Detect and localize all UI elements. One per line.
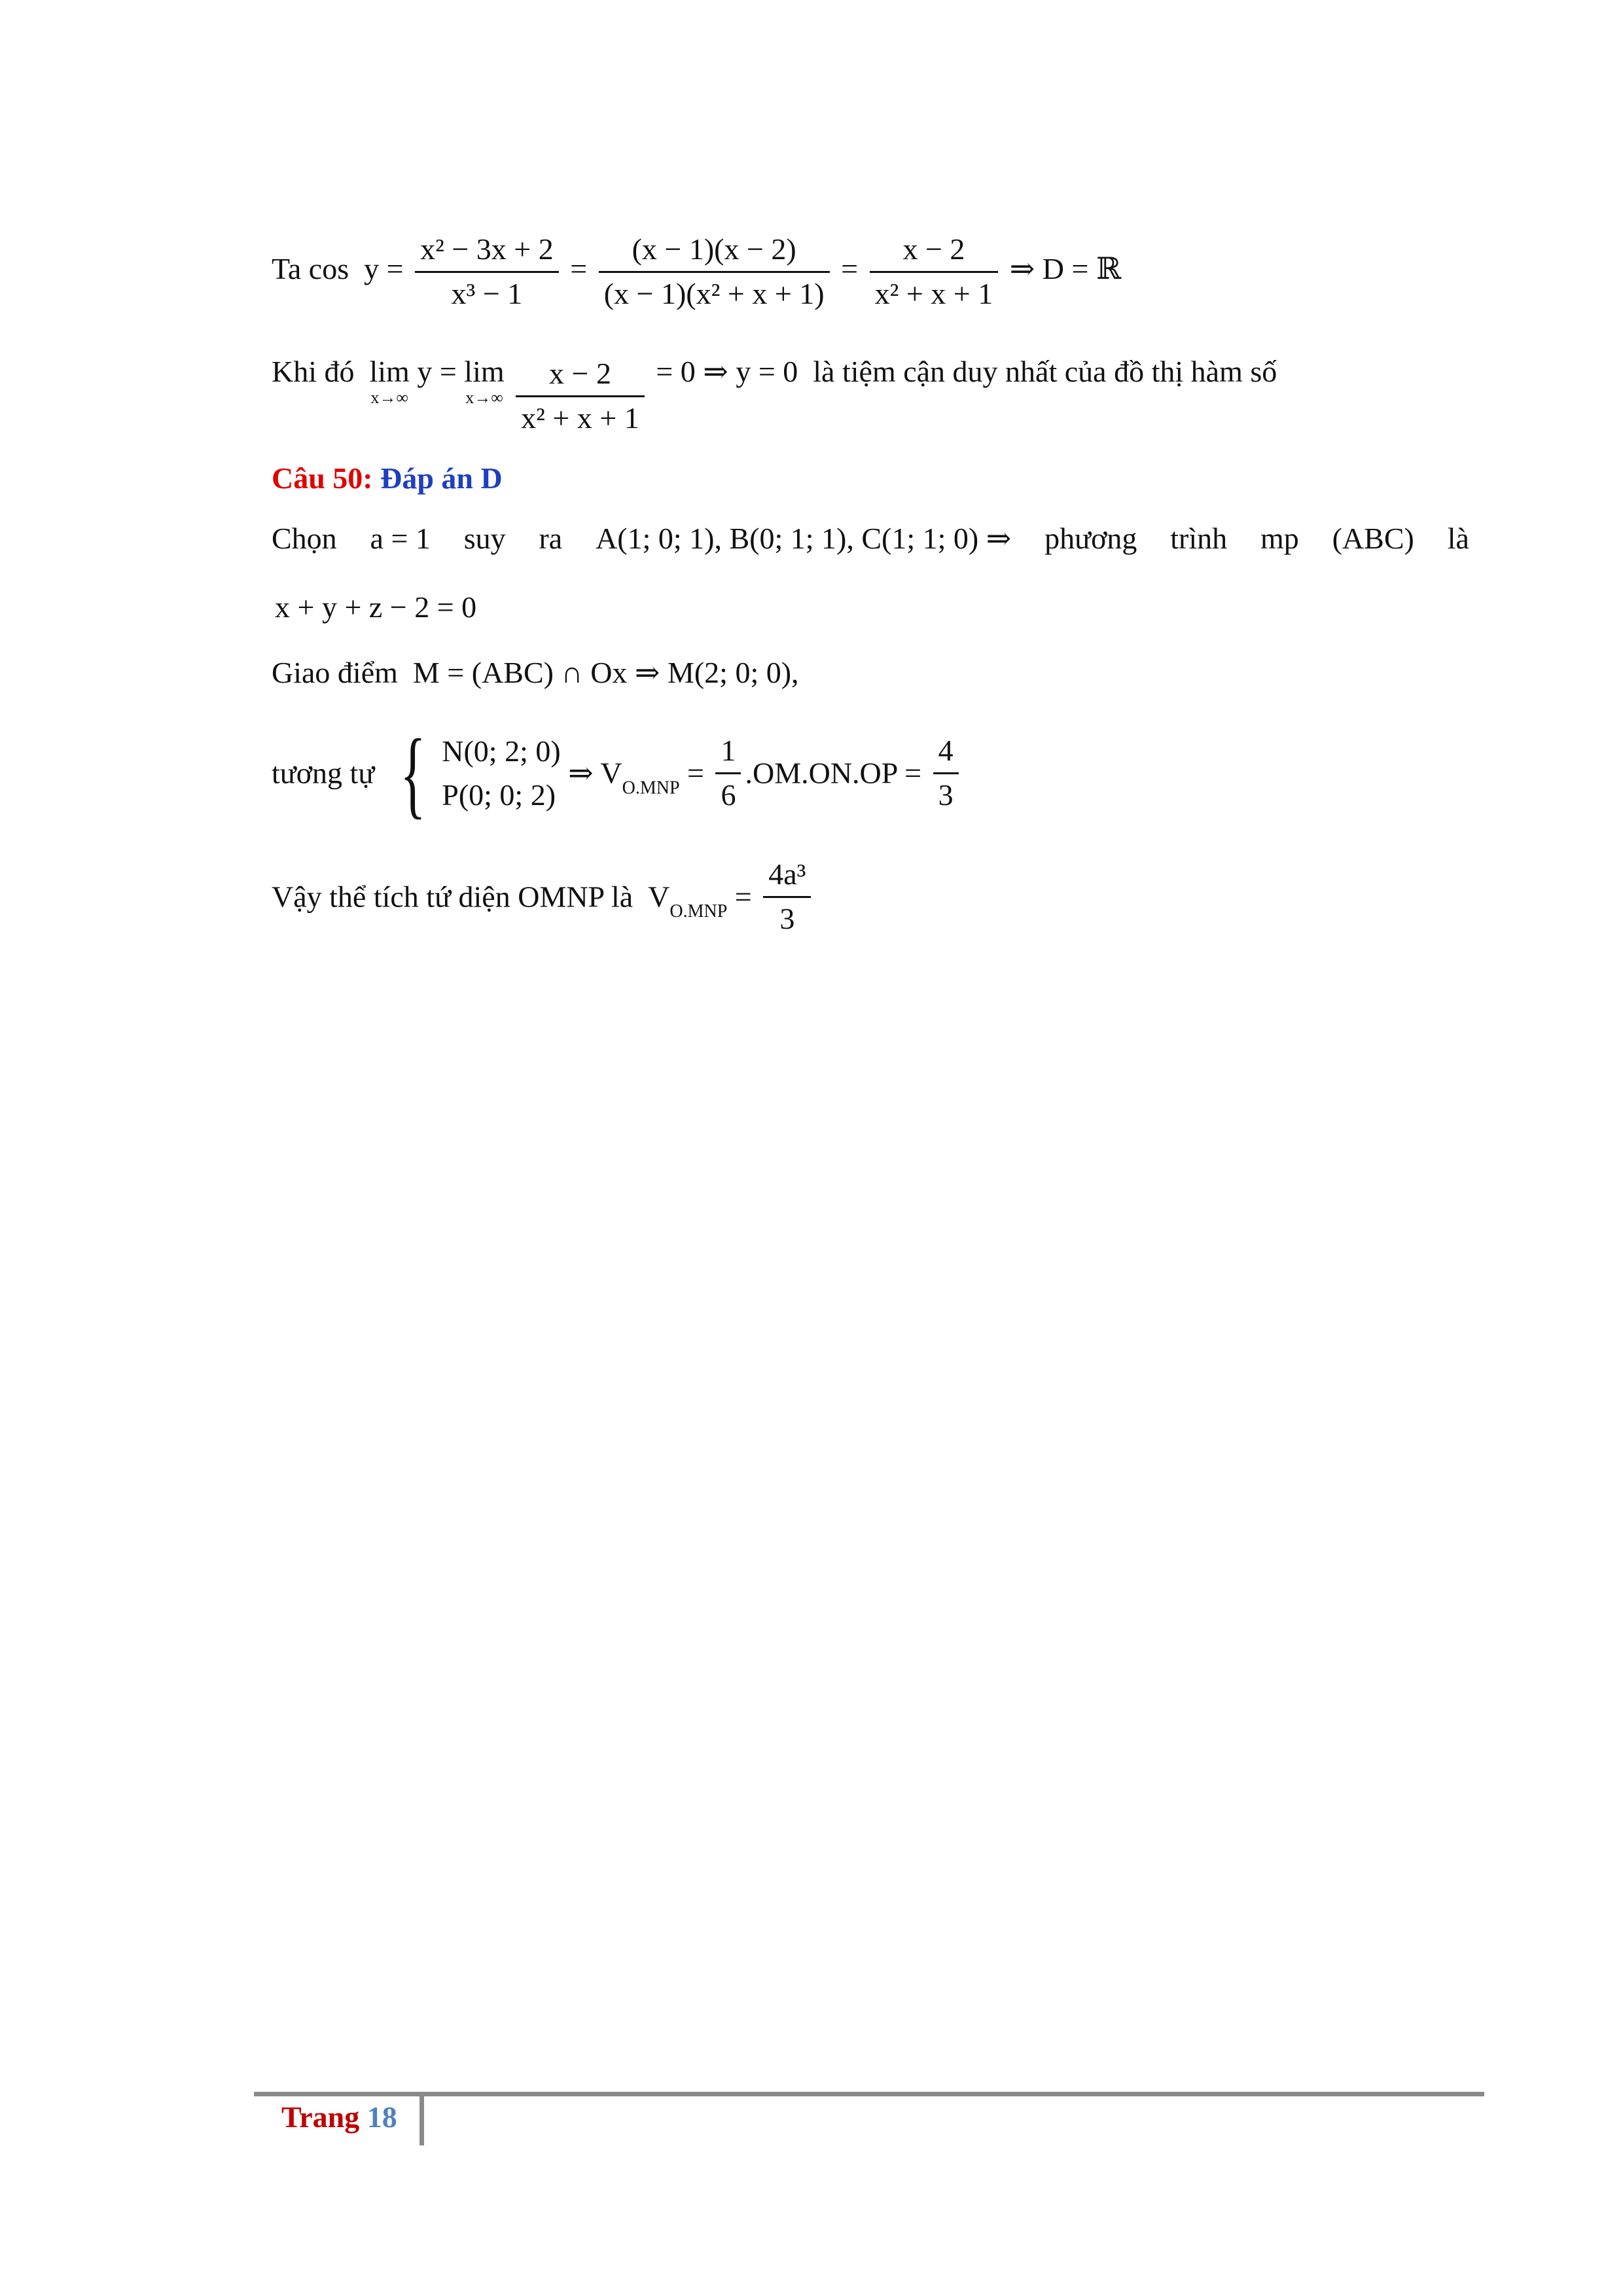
point-n: N(0; 2; 0) [442,734,561,768]
intersection-line [272,658,799,688]
equals-sign: = [570,251,588,285]
y-equals: y = [364,251,404,285]
fraction-1-denominator: x³ − 1 [451,276,523,310]
footer-rule [254,2092,1484,2096]
intersection-math: M = (ABC) ∩ Ox ⇒ M(2; 0; 0), [412,656,799,689]
word-phuong: phương [1044,522,1137,555]
page-label: Trang [281,2100,360,2134]
point-system [442,730,560,817]
one-sixth-denominator: 6 [721,778,736,812]
asymptote-text: là tiệm cận duy nhất của đồ thị hàm số [813,355,1277,388]
limit-1 [370,357,410,406]
points-abc: A(1; 0; 1), B(0; 1; 1), C(1; 1; 0) ⇒ [596,522,1012,555]
equation-line-1 [272,232,1121,312]
one-sixth-numerator: 1 [715,734,741,774]
four-thirds-numerator: 4 [933,734,959,774]
limit-fraction-numerator: x − 2 [516,357,645,397]
ta-cos-label: Ta cos [272,251,349,285]
volume-product: .OM.ON.OP = [745,756,922,790]
tuong-tu-label: tương tự [272,756,375,790]
system-brace: { [400,719,427,828]
four-thirds-denominator: 3 [938,778,954,812]
domain-conclusion: ⇒ D = ℝ [1009,251,1122,285]
volume-subscript: O.MNP [669,901,728,922]
fraction-2 [599,232,830,312]
limit-fraction [516,357,645,436]
point-p: P(0; 0; 2) [442,778,556,812]
conclusion-line [272,857,815,937]
volume-subscript: O.MNP [622,778,680,798]
a-equals-1: a = 1 [370,522,431,555]
question-header [272,463,503,493]
limit-line [272,357,1277,436]
volume-fraction [763,857,811,937]
footer-divider [419,2092,424,2145]
conclusion-text: Vậy thể tích tứ diện OMNP là [272,880,633,914]
giao-diem-label: Giao điểm [272,656,398,689]
equals-sign: = [734,880,752,914]
choose-a-line [272,524,1469,554]
equals-sign: = [841,251,859,285]
fraction-3-numerator: x − 2 [870,232,999,273]
page-number: 18 [366,2100,397,2134]
limit-fraction-denominator: x² + x + 1 [521,401,639,435]
word-trinh: trình [1170,522,1228,555]
fraction-1-numerator: x² − 3x + 2 [415,232,559,273]
four-thirds [933,734,959,813]
plane-equation-text: x + y + z − 2 = 0 [275,590,477,624]
limit-2 [464,357,504,406]
fraction-3 [870,232,999,312]
volume-arrow: ⇒ V [568,756,622,790]
question-answer: Đáp án D [380,461,503,495]
khi-do-label: Khi đó [272,355,355,388]
volume-fraction-denominator: 3 [779,901,795,935]
limit-2-subscript: x→∞ [465,388,503,407]
word-mp: mp [1260,522,1299,555]
limit-1-subscript: x→∞ [370,388,408,407]
word-abc: (ABC) [1332,522,1414,555]
volume-fraction-numerator: 4a³ [763,857,811,898]
limit-result: = 0 ⇒ y = 0 [656,355,798,388]
limit-2-text: lim [464,355,505,388]
plane-equation [275,592,476,622]
limit-mid: y = [417,355,465,388]
word-chon: Chọn [272,522,337,555]
one-sixth [715,734,741,813]
word-ra: ra [539,522,563,555]
volume-v: V [648,880,670,914]
word-suy: suy [463,522,506,555]
fraction-3-denominator: x² + x + 1 [874,276,993,310]
question-number: Câu 50: [272,461,373,495]
fraction-2-numerator: (x − 1)(x − 2) [599,232,830,273]
volume-line [272,719,963,828]
word-la: là [1447,522,1469,555]
equals-sign: = [687,756,704,790]
fraction-1 [415,232,559,312]
fraction-2-denominator: (x − 1)(x² + x + 1) [603,276,825,310]
limit-1-text: lim [369,355,410,388]
page-footer [281,2100,397,2134]
